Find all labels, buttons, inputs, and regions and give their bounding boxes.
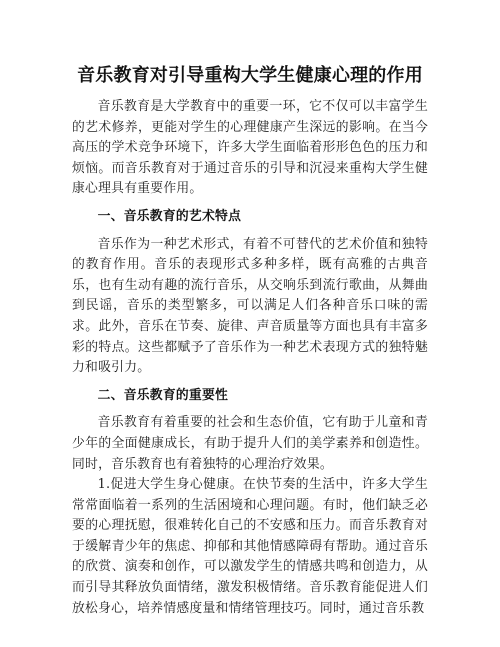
point-1-paragraph: 1.促进大学生身心健康。在快节奏的生活中，许多大学生常常面临着一系列的生活困境和心理问题。有时，他们缺乏必要的心理抚慰，很难转化自己的不安感和压力。而音乐教育对于缓解青少年的焦虑、抑郁和其他情感障碍有帮助。通过音乐的欣赏、演奏和创作，可以激发学生的情感共鸣和创造力，从而引导其释放负面情绪，激发积极情绪。音乐教育能促进人们放松身心，培养情感度量和情绪管理技巧。同时，通过音乐教: [72, 477, 428, 616]
art-features-paragraph: 音乐作为一种艺术形式，有着不可替代的艺术价值和独特的教育作用。音乐的表现形式多种多样，既有高雅的古典音乐，也有生动有趣的流行音乐，从交响乐到流行歌曲，从舞曲到民谣，音乐的类型繁多，可以满足人们各种音乐口味的需求。此外，音乐在节奏、旋律、声音质量等方面也具有丰富多彩的特点。这些都赋予了音乐作为一种艺术表现方式的独特魅力和吸引力。: [72, 236, 428, 376]
section-heading-art-features: 一、音乐教育的艺术特点: [97, 208, 242, 224]
intro-paragraph: 音乐教育是大学教育中的重要一环，它不仅可以丰富学生的艺术修养，更能对学生的心理健康产生深远的影响。在当今高压的学术竞争环境下，许多大学生面临着形形色色的压力和烦恼。而音乐教育对于通过音乐的引导和沉浸来重构大学生健康心理具有重要作用。: [72, 99, 428, 197]
importance-paragraph: 音乐教育有着重要的社会和生态价值，它有助于儿童和青少年的全面健康成长，有助于提升人们的美学素养和创造性。同时，音乐教育也有着独特的心理治疗效果。: [72, 415, 428, 472]
document-title: 音乐教育对引导重构大学生健康心理的作用: [77, 65, 423, 86]
section-heading-importance: 二、音乐教育的重要性: [97, 387, 229, 403]
document-body: [72, 97, 428, 619]
